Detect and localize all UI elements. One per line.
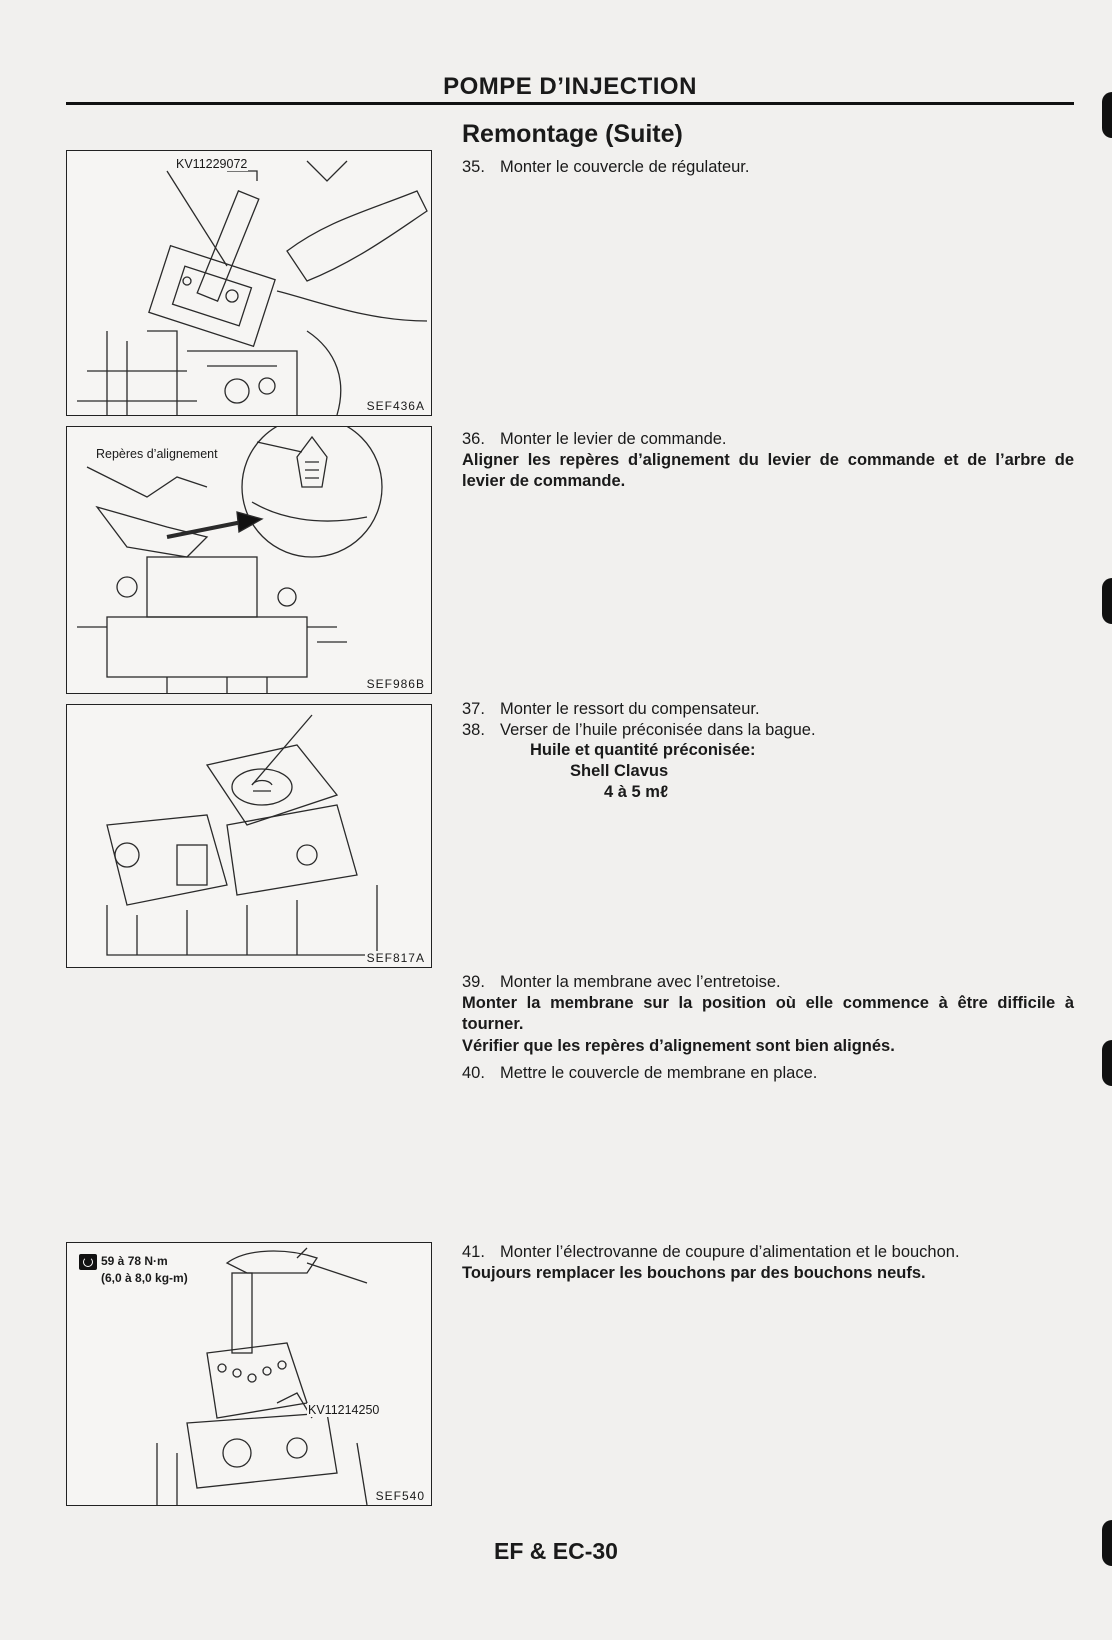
figure-1-drawing xyxy=(67,151,431,415)
index-tab xyxy=(1102,1040,1112,1086)
step-37 xyxy=(462,699,1074,720)
step-number: 35. xyxy=(462,158,485,176)
step-number: 40. xyxy=(462,1064,485,1082)
figure-4 xyxy=(66,1242,432,1506)
oil-spec-quantity: 4 à 5 mℓ xyxy=(604,783,669,801)
step-40 xyxy=(462,1063,1074,1084)
step-text: Monter l’électrovanne de coupure d’alimentation et le bouchon. xyxy=(500,1243,960,1261)
torque-spec xyxy=(79,1253,188,1286)
oil-spec-label: Huile et quantité préconisée: xyxy=(530,741,756,759)
step-39-note-2: Vérifier que les repères d’alignement sont bien alignés. xyxy=(462,1037,895,1055)
page-header xyxy=(66,72,1074,105)
figure-3 xyxy=(66,704,432,968)
figure-code: SEF986B xyxy=(366,677,425,691)
step-text: Monter le levier de commande. xyxy=(500,430,727,448)
page-number: EF & EC-30 xyxy=(494,1538,618,1564)
step-39 xyxy=(462,972,1074,993)
step-text: Verser de l’huile préconisée dans la bague. xyxy=(500,721,816,739)
tool-callout-kv11229072: KV11229072 xyxy=(176,157,248,171)
torque-wrench-icon xyxy=(79,1254,97,1270)
figure-1 xyxy=(66,150,432,416)
index-tab xyxy=(1102,1520,1112,1566)
figure-3-drawing xyxy=(67,705,431,967)
step-number: 36. xyxy=(462,430,485,448)
figure-2 xyxy=(66,426,432,694)
step-text: Monter la membrane avec l’entretoise. xyxy=(500,973,781,991)
step-number: 39. xyxy=(462,973,485,991)
step-41 xyxy=(462,1242,1074,1263)
step-36 xyxy=(462,429,1074,450)
figure-code: SEF817A xyxy=(366,951,425,965)
torque-nm: 59 à 78 N·m xyxy=(101,1254,168,1268)
step-number: 41. xyxy=(462,1243,485,1261)
step-number: 38. xyxy=(462,721,485,739)
step-35 xyxy=(462,157,1074,178)
oil-spec-brand: Shell Clavus xyxy=(570,762,669,780)
step-number: 37. xyxy=(462,700,485,718)
alignment-marks-callout: Repères d’alignement xyxy=(96,447,218,461)
figure-code: SEF540 xyxy=(375,1489,425,1503)
figure-code: SEF436A xyxy=(366,399,425,413)
index-tab xyxy=(1102,92,1112,138)
step-41-note: Toujours remplacer les bouchons par des bouchons neufs. xyxy=(462,1264,926,1282)
torque-kgm: (6,0 à 8,0 kg-m) xyxy=(101,1270,188,1285)
section-title: Remontage (Suite) xyxy=(462,120,683,148)
page-title: POMPE D’INJECTION xyxy=(443,73,697,100)
step-39-note-1: Monter la membrane sur la position où elle commence à être difficile à tourner. xyxy=(462,994,1074,1033)
tool-callout-kv11214250: KV11214250 xyxy=(308,1403,380,1417)
step-text: Monter le ressort du compensateur. xyxy=(500,700,760,718)
step-36-note: Aligner les repères d’alignement du levier de commande et de l’arbre de levier de commande. xyxy=(462,451,1074,490)
step-text: Mettre le couvercle de membrane en place. xyxy=(500,1064,818,1082)
index-tab xyxy=(1102,578,1112,624)
step-38 xyxy=(462,720,1074,741)
figure-2-drawing xyxy=(67,427,431,693)
step-text: Monter le couvercle de régulateur. xyxy=(500,158,750,176)
